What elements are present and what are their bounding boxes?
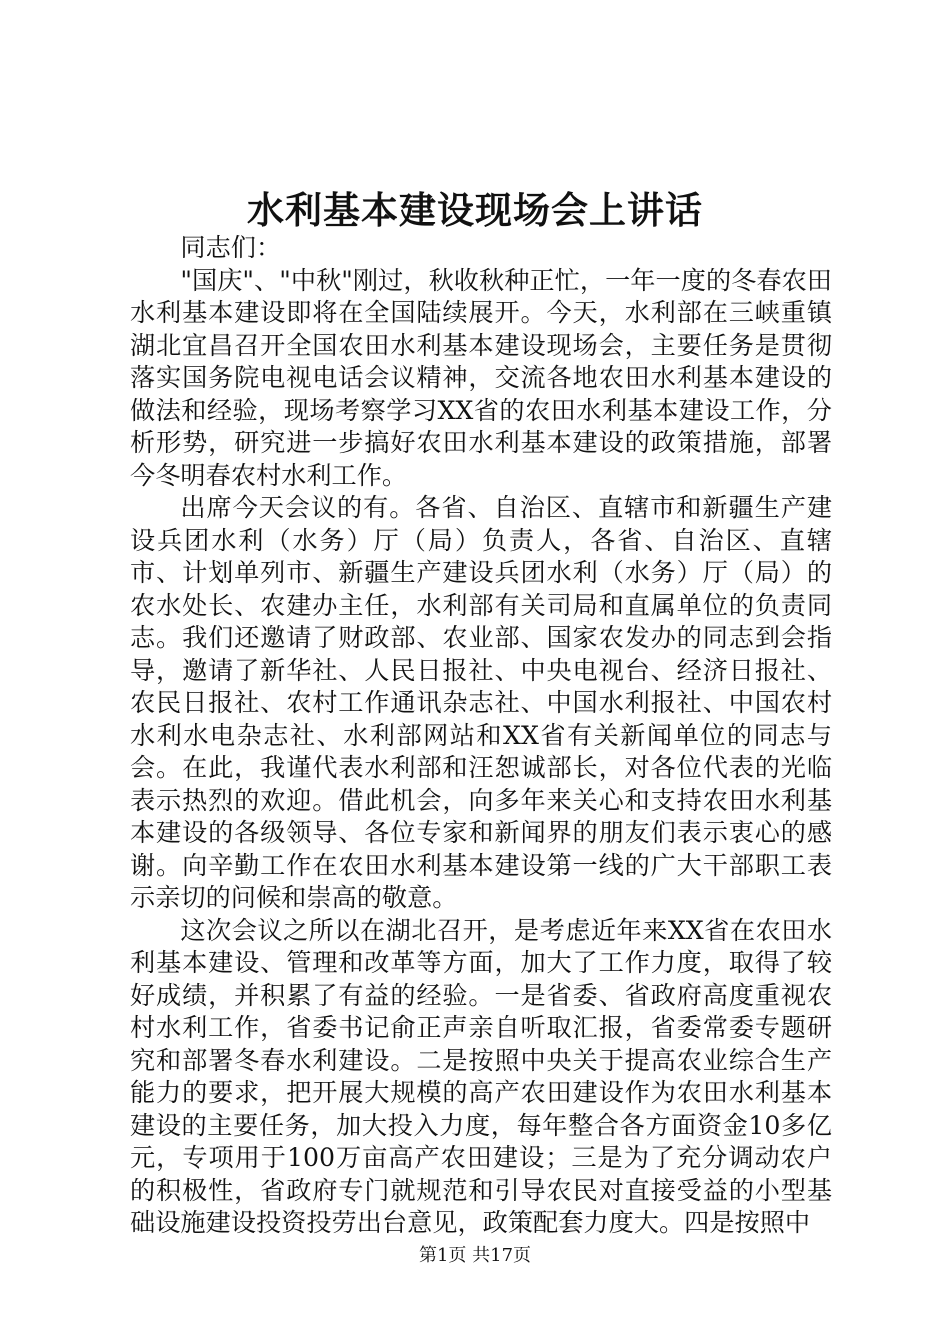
paragraph-2: 出席今天会议的有。各省、自治区、直辖市和新疆生产建设兵团水利（水务）厅（局）负责人，各省、自治区、直辖市、计划单列市、新疆生产建设兵团水利（水务）厅（局）的农水处长、农建办主任，水利部有关司局和直属单位的负责同志。我们还邀请了财政部、农业部、国家农发办的同志到会指导，邀请了新华社、人民日报社、中央电视台、经济日报社、农民日报社、农村工作通讯杂志社、中国水利报社、中国农村水利水电杂志社、水利部网站和XX省有关新闻单位的同志与会。在此，我谨代表水利部和汪恕诚部长，对各位代表的光临表示热烈的欢迎。借此机会，向多年来关心和支持农田水利基本建设的各级领导、各位专家和新闻界的朋友们表示衷心的感谢。向辛勤工作在农田水利基本建设第一线的广大干部职工表示亲切的问候和崇高的敬意。 <box>130 493 832 912</box>
page-footer: 第1页 共17页 <box>418 1245 532 1266</box>
paragraph-1: "国庆"、"中秋"刚过，秋收秋种正忙，一年一度的冬春农田水利基本建设即将在全国陆续展开。今天，水利部在三峡重镇湖北宜昌召开全国农田水利基本建设现场会，主要任务是贯彻落实国务院电视电话会议精神，交流各地农田水利基本建设的做法和经验，现场考察学习XX省的农田水利基本建设工作，分析形势，研究进一步搞好农田水利基本建设的政策措施，部署今冬明春农村水利工作。 <box>130 265 832 490</box>
paragraph-3: 这次会议之所以在湖北召开，是考虑近年来XX省在农田水利基本建设、管理和改革等方面，加大了工作力度，取得了较好成绩，并积累了有益的经验。一是省委、省政府高度重视农村水利工作，省委书记俞正声亲自听取汇报，省委常委专题研究和部署冬春水利建设。二是按照中央关于提高农业综合生产能力的要求，把开展大规模的高产农田建设作为农田水利基本建设的主要任务，加大投入力度，每年整合各方面资金10多亿元，专项用于100万亩高产农田建设；三是为了充分调动农户的积极性，省政府专门就规范和引导农民对直接受益的小型基础设施建设投资投劳出台意见，政策配套力度大。四是按照中 <box>130 915 832 1237</box>
salutation: 同志们： <box>180 233 282 262</box>
document-title: 水利基本建设现场会上讲话 <box>247 188 703 232</box>
document-body <box>130 232 832 1240</box>
